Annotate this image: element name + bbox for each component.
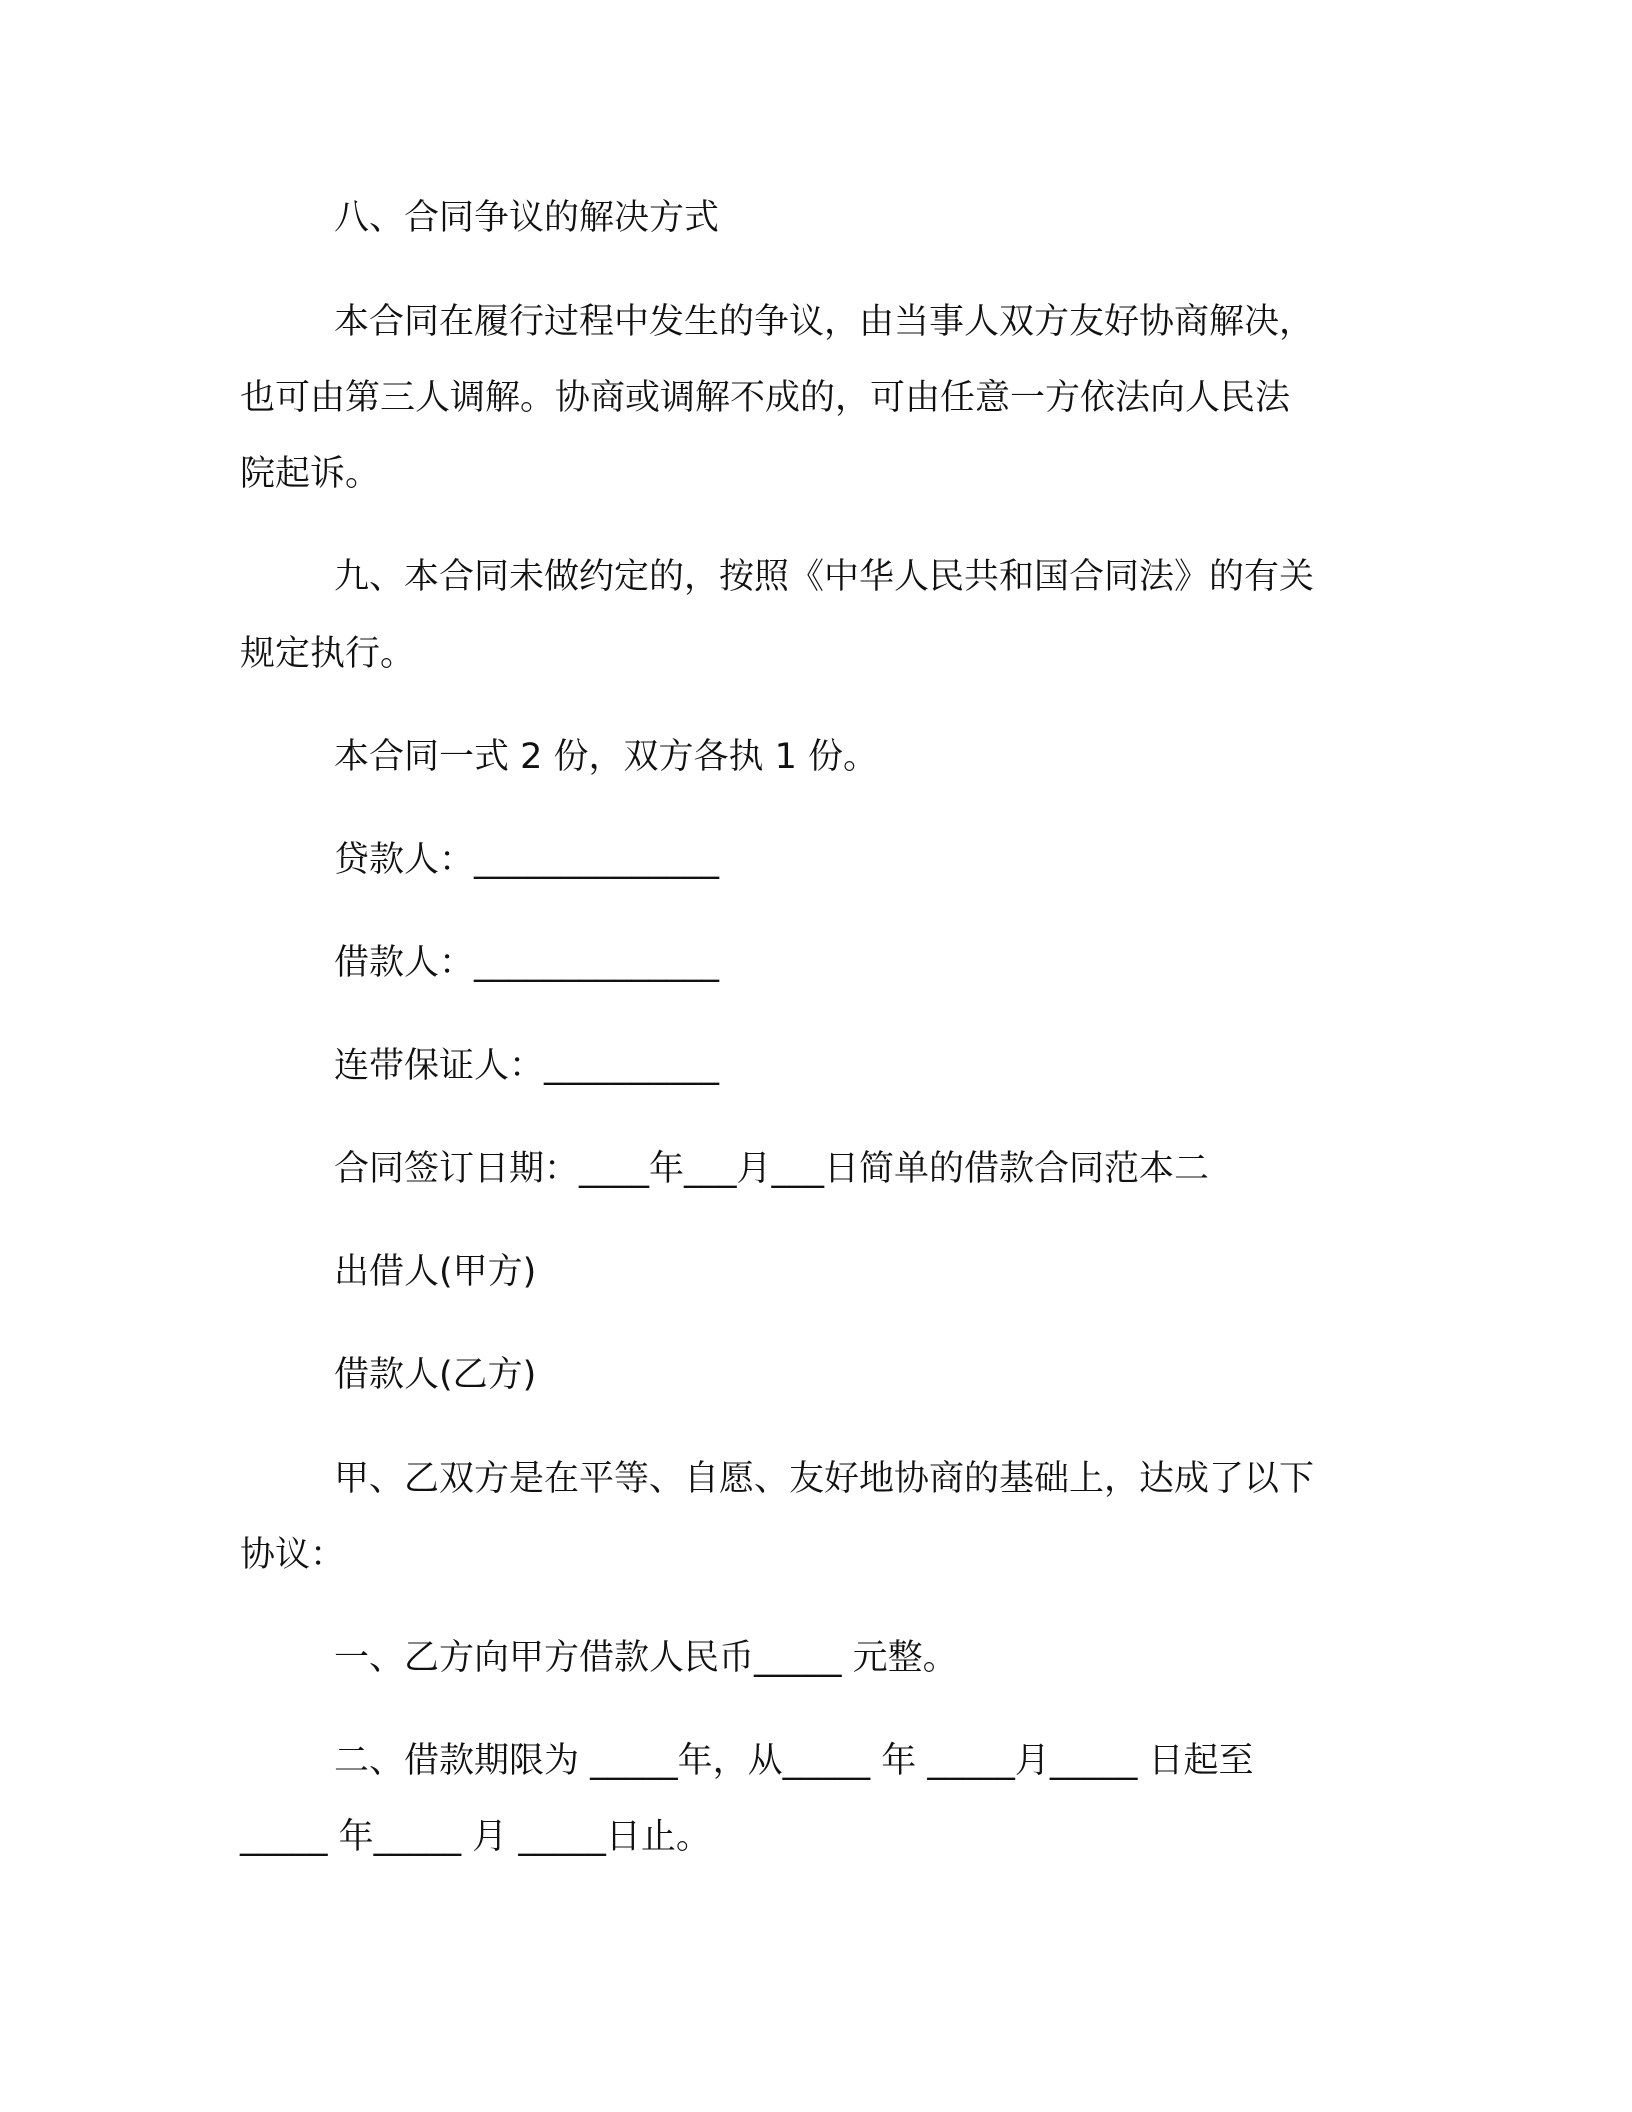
loan-amount-clause: 一、乙方向甲方借款人民币_____ 元整。 [334, 1638, 958, 1678]
borrower-party-label: 借款人(乙方) [334, 1355, 537, 1395]
lender-signature-line: 贷款人：______________ [334, 840, 720, 880]
paragraph-line: 院起诉。 [240, 454, 381, 494]
lender-party-label: 出借人(甲方) [334, 1252, 537, 1292]
signing-date-line: 合同签订日期：____年___月___日简单的借款合同范本二 [334, 1149, 1210, 1189]
loan-term-clause: 二、借款期限为 _____年，从_____ 年 _____月_____ 日起至 [334, 1741, 1254, 1781]
agreement-intro-line: 甲、乙双方是在平等、自愿、友好地协商的基础上，达成了以下 [334, 1459, 1315, 1499]
borrower-signature-line: 借款人：______________ [334, 943, 720, 983]
paragraph-line: 规定执行。 [240, 634, 416, 674]
section-nine-line: 九、本合同未做约定的，按照《中华人民共和国合同法》的有关 [334, 557, 1315, 597]
copies-clause: 本合同一式 2 份，双方各执 1 份。 [334, 737, 879, 777]
paragraph-line: 协议： [240, 1535, 346, 1575]
paragraph-line: 本合同在履行过程中发生的争议，由当事人双方友好协商解决， [334, 302, 1315, 342]
guarantor-signature-line: 连带保证人：__________ [334, 1046, 720, 1086]
paragraph-line: _____ 年_____ 月 _____日止。 [240, 1817, 711, 1857]
paragraph-line: 也可由第三人调解。协商或调解不成的，可由任意一方依法向人民法 [240, 378, 1291, 418]
section-eight-heading: 八、合同争议的解决方式 [334, 198, 720, 238]
